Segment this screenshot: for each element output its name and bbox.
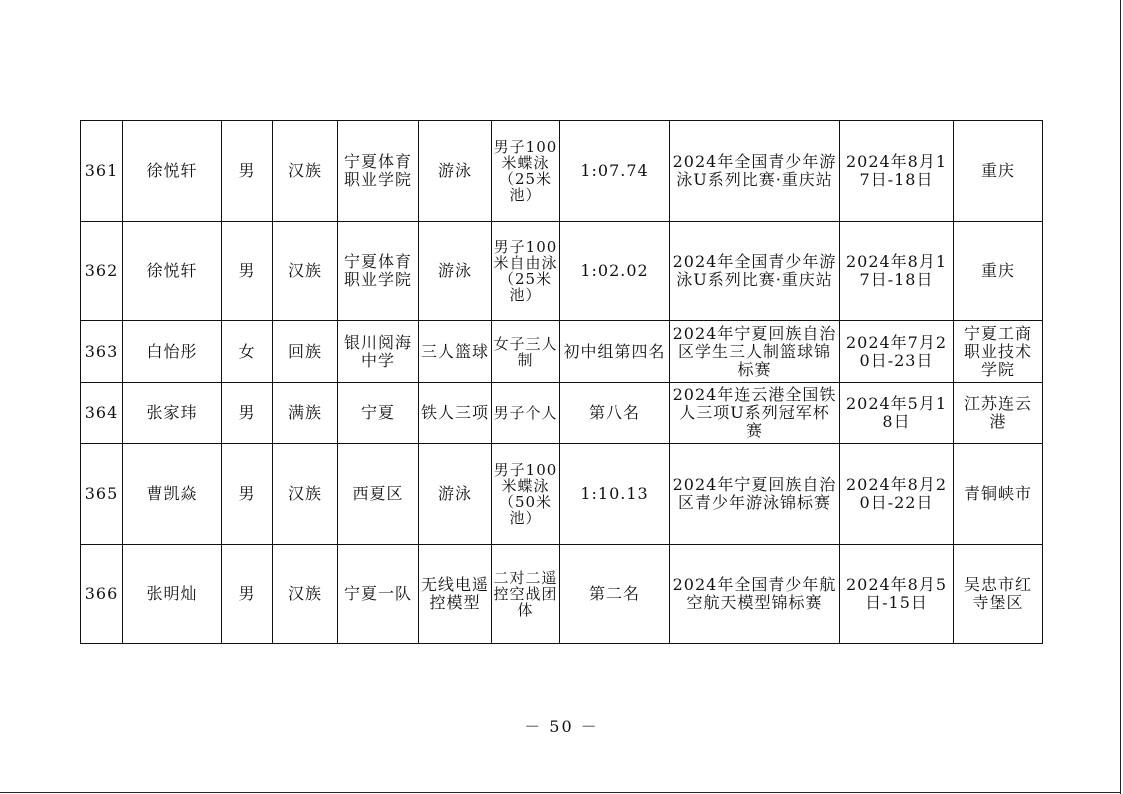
cell-competition: 2024年宁夏回族自治区青少年游泳锦标赛 <box>670 444 840 545</box>
cell-unit: 西夏区 <box>338 444 419 545</box>
cell-result: 1:10.13 <box>560 444 670 545</box>
cell-venue: 江苏连云港 <box>954 383 1043 444</box>
cell-unit: 宁夏 <box>338 383 419 444</box>
table-row <box>81 321 1043 383</box>
cell-venue: 吴忠市红寺堡区 <box>954 545 1043 644</box>
cell-venue: 青铜峡市 <box>954 444 1043 545</box>
cell-result: 1:02.02 <box>560 222 670 321</box>
cell-no: 365 <box>81 444 123 545</box>
cell-competition: 2024年全国青少年航空航天模型锦标赛 <box>670 545 840 644</box>
cell-ethnicity: 回族 <box>273 321 338 383</box>
page-number: － 50 － <box>524 717 599 736</box>
cell-venue: 宁夏工商职业技术学院 <box>954 321 1043 383</box>
cell-unit: 宁夏一队 <box>338 545 419 644</box>
cell-date: 2024年8月20日-22日 <box>840 444 954 545</box>
cell-name: 张家玮 <box>123 383 222 444</box>
cell-date: 2024年8月17日-18日 <box>840 121 954 222</box>
cell-result: 初中组第四名 <box>560 321 670 383</box>
cell-gender: 男 <box>222 383 273 444</box>
table-row <box>81 444 1043 545</box>
table-row <box>81 383 1043 444</box>
table-row <box>81 545 1043 644</box>
cell-sport: 三人篮球 <box>419 321 492 383</box>
cell-name: 曹凯焱 <box>123 444 222 545</box>
cell-event: 男子个人 <box>492 383 560 444</box>
cell-venue: 重庆 <box>954 121 1043 222</box>
cell-ethnicity: 汉族 <box>273 121 338 222</box>
table-row <box>81 222 1043 321</box>
cell-competition: 2024年连云港全国铁人三项U系列冠军杯赛 <box>670 383 840 444</box>
cell-gender: 男 <box>222 444 273 545</box>
cell-ethnicity: 汉族 <box>273 222 338 321</box>
cell-date: 2024年8月5日-15日 <box>840 545 954 644</box>
cell-sport: 游泳 <box>419 222 492 321</box>
cell-unit: 宁夏体育职业学院 <box>338 222 419 321</box>
cell-venue: 重庆 <box>954 222 1043 321</box>
cell-no: 361 <box>81 121 123 222</box>
cell-result: 1:07.74 <box>560 121 670 222</box>
cell-name: 徐悦轩 <box>123 222 222 321</box>
cell-name: 徐悦轩 <box>123 121 222 222</box>
page-edge-right <box>1120 0 1121 794</box>
cell-sport: 游泳 <box>419 444 492 545</box>
cell-gender: 女 <box>222 321 273 383</box>
cell-no: 363 <box>81 321 123 383</box>
cell-no: 364 <box>81 383 123 444</box>
page-edge-bottom <box>0 792 1121 793</box>
cell-no: 366 <box>81 545 123 644</box>
cell-ethnicity: 满族 <box>273 383 338 444</box>
table-row <box>81 121 1043 222</box>
cell-unit: 宁夏体育职业学院 <box>338 121 419 222</box>
cell-date: 2024年5月18日 <box>840 383 954 444</box>
cell-event: 男子100米自由泳（25米池） <box>492 222 560 321</box>
cell-competition: 2024年宁夏回族自治区学生三人制篮球锦标赛 <box>670 321 840 383</box>
cell-gender: 男 <box>222 121 273 222</box>
cell-no: 362 <box>81 222 123 321</box>
cell-result: 第二名 <box>560 545 670 644</box>
cell-date: 2024年7月20日-23日 <box>840 321 954 383</box>
cell-date: 2024年8月17日-18日 <box>840 222 954 321</box>
cell-sport: 无线电遥控模型 <box>419 545 492 644</box>
cell-event: 男子100米蝶泳（50米池） <box>492 444 560 545</box>
cell-ethnicity: 汉族 <box>273 444 338 545</box>
cell-gender: 男 <box>222 545 273 644</box>
cell-competition: 2024年全国青少年游泳U系列比赛·重庆站 <box>670 222 840 321</box>
cell-competition: 2024年全国青少年游泳U系列比赛·重庆站 <box>670 121 840 222</box>
cell-event: 二对二遥控空战团体 <box>492 545 560 644</box>
cell-event: 女子三人制 <box>492 321 560 383</box>
cell-sport: 游泳 <box>419 121 492 222</box>
cell-name: 白怡彤 <box>123 321 222 383</box>
cell-gender: 男 <box>222 222 273 321</box>
records-table <box>80 120 1043 644</box>
cell-name: 张明灿 <box>123 545 222 644</box>
cell-event: 男子100米蝶泳（25米池） <box>492 121 560 222</box>
cell-result: 第八名 <box>560 383 670 444</box>
cell-sport: 铁人三项 <box>419 383 492 444</box>
cell-ethnicity: 汉族 <box>273 545 338 644</box>
cell-unit: 银川阅海中学 <box>338 321 419 383</box>
